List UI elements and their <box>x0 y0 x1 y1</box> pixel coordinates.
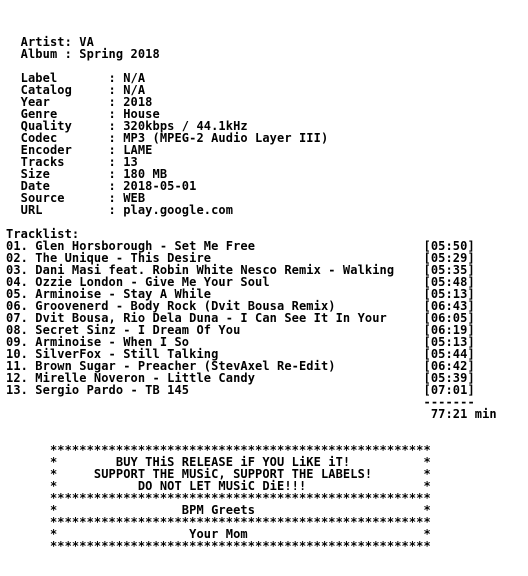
info-label: Label : N/A <box>6 71 146 85</box>
album-line: Album : Spring 2018 <box>6 47 160 61</box>
total-runtime: 77:21 min <box>6 407 497 421</box>
track-row: 02. The Unique - This Desire [05:29] <box>6 251 475 265</box>
info-quality: Quality : 320kbps / 44.1kHz <box>6 119 248 133</box>
track-row: 11. Brown Sugar - Preacher (StevAxel Re-Edit) [06:42] <box>6 359 475 373</box>
total-separator: ------- <box>6 395 475 409</box>
box-border: **************************************************** <box>6 491 431 505</box>
info-genre: Genre : House <box>6 107 160 121</box>
track-row: 12. Mirelle Noveron - Little Candy [05:39] <box>6 371 475 385</box>
info-size: Size : 180 MB <box>6 167 168 181</box>
info-tracks: Tracks : 13 <box>6 155 138 169</box>
box-border: **************************************************** <box>6 515 431 529</box>
box-border: **************************************************** <box>6 443 431 457</box>
blank-line <box>6 420 497 432</box>
track-row: 01. Glen Horsborough - Set Me Free [05:50] <box>6 239 475 253</box>
box-line-support: * SUPPORT THE MUSiC, SUPPORT THE LABELS! * <box>6 467 431 481</box>
info-url: URL : play.google.com <box>6 203 234 217</box>
info-date: Date : 2018-05-01 <box>6 179 197 193</box>
info-year: Year : 2018 <box>6 95 153 109</box>
info-catalog: Catalog : N/A <box>6 83 146 97</box>
box-border: **************************************************** <box>6 539 431 553</box>
info-encoder: Encoder : LAME <box>6 143 153 157</box>
box-line-greets: * BPM Greets * <box>6 503 431 517</box>
box-line-mom: * Your Mom * <box>6 527 431 541</box>
track-row: 05. Arminoise - Stay A While [05:13] <box>6 287 475 301</box>
track-row: 13. Sergio Pardo - TB 145 [07:01] <box>6 383 475 397</box>
track-row: 06. Groovenerd - Body Rock (Dvit Bousa Remix) [06:43] <box>6 299 475 313</box>
track-row: 10. SilverFox - Still Talking [05:44] <box>6 347 475 361</box>
track-row: 07. Dvit Bousa, Rio Dela Duna - I Can See It In Your [06:05] <box>6 311 475 325</box>
track-row: 09. Arminoise - When I So [05:13] <box>6 335 475 349</box>
track-row: 04. Ozzie London - Give Me Your Soul [05:48] <box>6 275 475 289</box>
box-line-buy: * BUY THiS RELEASE iF YOU LiKE iT! * <box>6 455 431 469</box>
tracklist-heading: Tracklist: <box>6 227 80 241</box>
nfo-document <box>6 36 497 552</box>
box-line-music: * DO NOT LET MUSiC DiE!!! * <box>6 479 431 493</box>
track-row: 03. Dani Masi feat. Robin White Nesco Remix - Walking [05:35] <box>6 263 475 277</box>
info-codec: Codec : MP3 (MPEG-2 Audio Layer III) <box>6 131 329 145</box>
info-source: Source : WEB <box>6 191 146 205</box>
blank-line <box>6 216 497 228</box>
artist-line: Artist: VA <box>6 35 94 49</box>
track-row: 08. Secret Sinz - I Dream Of You [06:19] <box>6 323 475 337</box>
